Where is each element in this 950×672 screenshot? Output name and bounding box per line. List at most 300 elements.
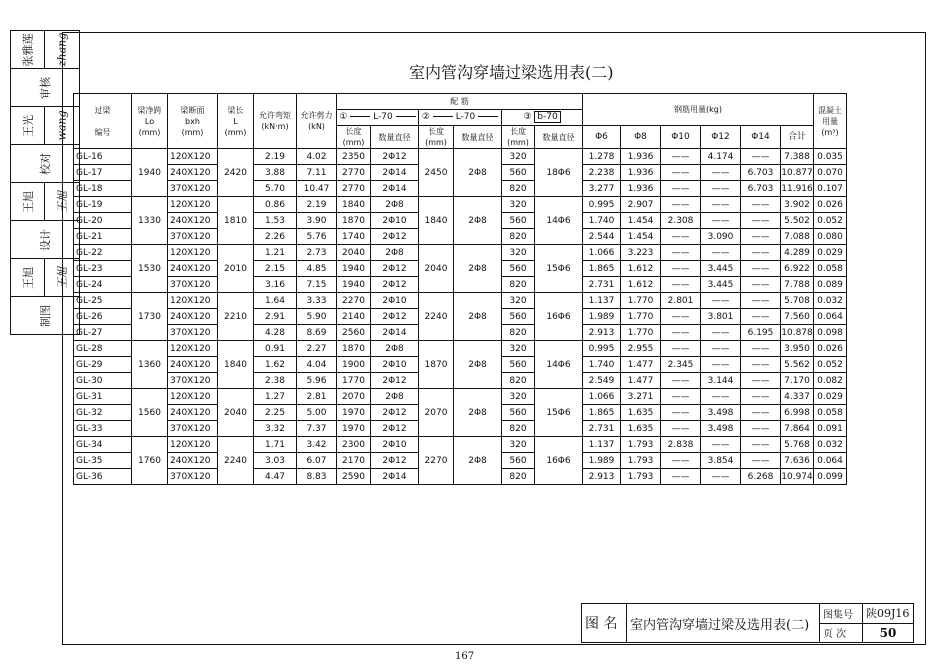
table-cell: 2Φ8 [454, 197, 502, 245]
table-cell: 14Φ6 [535, 341, 583, 389]
table-cell: 1.137 [583, 293, 621, 309]
table-cell: —— [741, 373, 781, 389]
table-cell: —— [701, 245, 741, 261]
table-cell: 1.770 [621, 309, 661, 325]
table-cell: 320 [502, 149, 535, 165]
col-total: 合计 [781, 126, 814, 149]
table-cell: —— [741, 229, 781, 245]
table-cell: 0.032 [814, 293, 847, 309]
table-cell: 3.90 [297, 213, 337, 229]
table-cell: 1560 [132, 389, 168, 437]
table-cell: 370X120 [168, 325, 218, 341]
table-cell: —— [741, 149, 781, 165]
table-cell: 0.089 [814, 277, 847, 293]
rebar-1-header: ① L-70 [337, 110, 419, 126]
table-cell: 2.238 [583, 165, 621, 181]
col-d6: Φ6 [583, 126, 621, 149]
table-cell: 3.223 [621, 245, 661, 261]
table-cell: 2Φ14 [371, 165, 419, 181]
table-cell: 820 [502, 181, 535, 197]
table-cell: 3.277 [583, 181, 621, 197]
sidebar-cell: 张雅莲 [11, 31, 45, 69]
table-cell: 2Φ10 [371, 437, 419, 453]
table-cell: 4.85 [297, 261, 337, 277]
table-cell: —— [701, 181, 741, 197]
table-cell: 3.144 [701, 373, 741, 389]
table-cell: 3.33 [297, 293, 337, 309]
table-cell: 1.740 [583, 357, 621, 373]
table-cell: 0.91 [254, 341, 297, 357]
table-cell: 1810 [218, 197, 254, 245]
table-cell: 1.936 [621, 181, 661, 197]
table-cell: 1760 [132, 437, 168, 485]
table-cell: 2.731 [583, 277, 621, 293]
table-cell: 1870 [419, 341, 454, 389]
table-cell: 320 [502, 245, 535, 261]
table-cell: 370X120 [168, 277, 218, 293]
table-cell: 2040 [419, 245, 454, 293]
table-cell: 2.913 [583, 469, 621, 485]
table-cell: 1940 [337, 261, 371, 277]
table-cell: 2070 [337, 389, 371, 405]
table-cell: 2Φ14 [371, 325, 419, 341]
table-cell: —— [661, 389, 701, 405]
table-cell: 1.770 [621, 325, 661, 341]
table-cell: 2Φ8 [371, 389, 419, 405]
table-cell: GL-35 [74, 453, 132, 469]
table-cell: —— [741, 437, 781, 453]
table-cell: —— [701, 437, 741, 453]
table-cell: —— [661, 149, 701, 165]
table-cell: GL-31 [74, 389, 132, 405]
table-cell: 1.477 [621, 373, 661, 389]
table-cell: 5.76 [297, 229, 337, 245]
col-d14: Φ14 [741, 126, 781, 149]
col-d8: Φ8 [621, 126, 661, 149]
table-cell: 5.96 [297, 373, 337, 389]
table-cell: 11.916 [781, 181, 814, 197]
table-cell: 3.16 [254, 277, 297, 293]
table-cell: GL-19 [74, 197, 132, 213]
table-cell: 0.052 [814, 213, 847, 229]
table-cell: 2Φ8 [454, 245, 502, 293]
table-cell: 2.91 [254, 309, 297, 325]
table-cell: 2300 [337, 437, 371, 453]
table-cell: 2.308 [661, 213, 701, 229]
table-cell: 3.88 [254, 165, 297, 181]
table-cell: 2Φ12 [371, 405, 419, 421]
table-cell: —— [661, 373, 701, 389]
table-cell: 1.612 [621, 277, 661, 293]
col-steel: 钢筋用量(kg) [583, 94, 814, 126]
table-cell: 3.32 [254, 421, 297, 437]
table-cell: 1.278 [583, 149, 621, 165]
table-cell: 10.878 [781, 325, 814, 341]
table-cell: 1.793 [621, 437, 661, 453]
table-cell: —— [741, 309, 781, 325]
rebar-2-dia: 数量直径 [454, 126, 502, 149]
table-cell: 0.064 [814, 453, 847, 469]
table-cell: 2Φ12 [371, 149, 419, 165]
table-cell: 1740 [337, 229, 371, 245]
table-cell: —— [741, 277, 781, 293]
table-cell: 1.137 [583, 437, 621, 453]
sidebar-cell: 设计 [11, 221, 80, 259]
table-cell: 240X120 [168, 405, 218, 421]
table-cell: GL-32 [74, 405, 132, 421]
table-row [74, 389, 847, 405]
rebar-1-dia: 数量直径 [371, 126, 419, 149]
table-cell: GL-18 [74, 181, 132, 197]
table-cell: —— [741, 357, 781, 373]
table-cell: —— [701, 197, 741, 213]
col-section: 梁断面 bxh (mm) [168, 94, 218, 149]
table-cell: 4.47 [254, 469, 297, 485]
table-cell: 0.070 [814, 165, 847, 181]
table-cell: —— [661, 405, 701, 421]
table-cell: 6.703 [741, 181, 781, 197]
table-cell: 120X120 [168, 389, 218, 405]
table-cell: 2Φ10 [371, 357, 419, 373]
table-cell: 6.703 [741, 165, 781, 181]
col-length: 梁长 L (mm) [218, 94, 254, 149]
table-cell: GL-22 [74, 245, 132, 261]
table-cell: 4.289 [781, 245, 814, 261]
sidebar-cell: 王光 [11, 107, 45, 145]
table-cell: 2240 [218, 437, 254, 485]
table-cell: 1840 [218, 341, 254, 389]
page-label: 页 次 [820, 623, 863, 643]
table-cell: GL-36 [74, 469, 132, 485]
table-cell: 560 [502, 357, 535, 373]
table-cell: 1.770 [621, 293, 661, 309]
table-cell: 0.86 [254, 197, 297, 213]
table-cell: 0.058 [814, 261, 847, 277]
table-cell: 2Φ8 [454, 293, 502, 341]
table-cell: 3.950 [781, 341, 814, 357]
table-cell: —— [661, 229, 701, 245]
table-cell: 820 [502, 421, 535, 437]
table-cell: 5.708 [781, 293, 814, 309]
table-cell: 2Φ12 [371, 277, 419, 293]
table-row [74, 245, 847, 261]
table-cell: 8.69 [297, 325, 337, 341]
table-cell: 370X120 [168, 421, 218, 437]
table-cell: —— [661, 261, 701, 277]
table-cell: 1360 [132, 341, 168, 389]
signature: 王旭 [45, 183, 80, 221]
table-cell: 15Φ6 [535, 389, 583, 437]
table-cell: 2.27 [297, 341, 337, 357]
table-cell: GL-27 [74, 325, 132, 341]
table-cell: 560 [502, 213, 535, 229]
table-cell: GL-34 [74, 437, 132, 453]
signature: wang [45, 107, 80, 145]
table-cell: 1.454 [621, 213, 661, 229]
table-cell: 120X120 [168, 149, 218, 165]
table-cell: 3.801 [701, 309, 741, 325]
table-cell: 1870 [337, 213, 371, 229]
table-cell: 2.73 [297, 245, 337, 261]
table-cell: 2590 [337, 469, 371, 485]
table-cell: 16Φ6 [535, 437, 583, 485]
table-cell: 240X120 [168, 453, 218, 469]
table-cell: 2Φ10 [371, 293, 419, 309]
page-title: 室内管沟穿墙过梁选用表(二) [409, 63, 614, 82]
table-cell: 2.801 [661, 293, 701, 309]
table-cell: 320 [502, 341, 535, 357]
table-cell: 1.454 [621, 229, 661, 245]
table-cell: 3.271 [621, 389, 661, 405]
table-cell: —— [701, 357, 741, 373]
table-row [74, 197, 847, 213]
table-cell: 7.864 [781, 421, 814, 437]
col-span: 梁净跨 Lo (mm) [132, 94, 168, 149]
col-beam-id: 过梁 编号 [74, 94, 132, 149]
table-cell: 5.90 [297, 309, 337, 325]
table-cell: —— [661, 245, 701, 261]
table-cell: 2.19 [254, 149, 297, 165]
table-cell: 2Φ8 [371, 341, 419, 357]
table-cell: 0.029 [814, 389, 847, 405]
table-cell: 2210 [218, 293, 254, 341]
table-cell: 2Φ8 [454, 341, 502, 389]
table-cell: 2Φ12 [371, 229, 419, 245]
table-cell: 240X120 [168, 357, 218, 373]
table-cell: 10.47 [297, 181, 337, 197]
table-cell: 820 [502, 277, 535, 293]
table-cell: 240X120 [168, 213, 218, 229]
table-cell: 0.035 [814, 149, 847, 165]
table-cell: 320 [502, 293, 535, 309]
table-cell: 1.066 [583, 245, 621, 261]
table-row [74, 149, 847, 165]
table-cell: 1.62 [254, 357, 297, 373]
table-cell: 0.064 [814, 309, 847, 325]
table-cell: 0.995 [583, 341, 621, 357]
table-cell: —— [701, 293, 741, 309]
table-cell: 2420 [218, 149, 254, 197]
sidebar-cell: 王旭 [11, 259, 45, 297]
table-cell: 6.195 [741, 325, 781, 341]
table-cell: —— [661, 421, 701, 437]
table-cell: 5.502 [781, 213, 814, 229]
table-cell: 1.635 [621, 421, 661, 437]
table-cell: 10.877 [781, 165, 814, 181]
title-block [581, 603, 914, 643]
table-cell: 10.974 [781, 469, 814, 485]
table-cell: 1940 [337, 277, 371, 293]
table-cell: 2.544 [583, 229, 621, 245]
table-cell: 2.81 [297, 389, 337, 405]
table-cell: 370X120 [168, 373, 218, 389]
table-cell: 3.902 [781, 197, 814, 213]
table-cell: —— [741, 261, 781, 277]
table-cell: 2270 [419, 437, 454, 485]
table-cell: 2Φ12 [371, 261, 419, 277]
table-cell: GL-24 [74, 277, 132, 293]
table-cell: —— [741, 213, 781, 229]
table-cell: —— [741, 197, 781, 213]
table-cell: 0.026 [814, 341, 847, 357]
table-cell: —— [661, 277, 701, 293]
table-cell: 320 [502, 389, 535, 405]
title-block-name: 室内管沟穿墙过梁及选用表(二) [627, 604, 820, 643]
table-cell: 5.562 [781, 357, 814, 373]
table-cell: 2Φ14 [371, 181, 419, 197]
signature-sidebar [10, 30, 69, 335]
rebar-3-length: 长度 (mm) [502, 126, 535, 149]
table-cell: 240X120 [168, 261, 218, 277]
table-cell: 120X120 [168, 197, 218, 213]
table-cell: 370X120 [168, 469, 218, 485]
table-cell: 2Φ12 [371, 373, 419, 389]
table-cell: —— [741, 293, 781, 309]
table-cell: GL-23 [74, 261, 132, 277]
table-cell: —— [741, 405, 781, 421]
table-cell: 4.337 [781, 389, 814, 405]
table-cell: 2Φ10 [371, 213, 419, 229]
table-cell: 14Φ6 [535, 197, 583, 245]
table-cell: 2.345 [661, 357, 701, 373]
table-cell: —— [701, 165, 741, 181]
table-cell: GL-16 [74, 149, 132, 165]
signature: 王旭 [45, 259, 80, 297]
table-cell: GL-25 [74, 293, 132, 309]
table-cell: 2070 [419, 389, 454, 437]
rebar-2-length: 长度 (mm) [419, 126, 454, 149]
col-shear: 允许剪力 (kN) [297, 94, 337, 149]
table-cell: 0.080 [814, 229, 847, 245]
table-cell: 1940 [132, 149, 168, 197]
table-cell: 1840 [419, 197, 454, 245]
rebar-1-length: 长度 (mm) [337, 126, 371, 149]
table-cell: 2770 [337, 181, 371, 197]
table-cell: 8.83 [297, 469, 337, 485]
col-moment: 允许弯矩 (kN·m) [254, 94, 297, 149]
table-cell: 240X120 [168, 165, 218, 181]
table-cell: 3.498 [701, 405, 741, 421]
table-cell: 3.03 [254, 453, 297, 469]
table-cell: 1.477 [621, 357, 661, 373]
table-cell: 2Φ14 [371, 469, 419, 485]
table-row [74, 293, 847, 309]
table-cell: 1900 [337, 357, 371, 373]
table-cell: 7.636 [781, 453, 814, 469]
table-cell: 5.00 [297, 405, 337, 421]
table-cell: 1.740 [583, 213, 621, 229]
table-cell: 4.174 [701, 149, 741, 165]
table-cell: 2450 [419, 149, 454, 197]
table-cell: 2560 [337, 325, 371, 341]
col-d12: Φ12 [701, 126, 741, 149]
table-cell: 0.107 [814, 181, 847, 197]
table-cell: —— [701, 469, 741, 485]
table-cell: 0.026 [814, 197, 847, 213]
table-cell: 1.635 [621, 405, 661, 421]
table-cell: 1840 [337, 197, 371, 213]
table-cell: 6.268 [741, 469, 781, 485]
table-cell: 1.612 [621, 261, 661, 277]
table-cell: 2.838 [661, 437, 701, 453]
table-cell: 370X120 [168, 229, 218, 245]
col-concrete: 混凝土 用量 (m³) [814, 94, 847, 149]
table-cell: 1970 [337, 405, 371, 421]
table-cell: 2350 [337, 149, 371, 165]
table-cell: 0.995 [583, 197, 621, 213]
table-cell: —— [701, 213, 741, 229]
table-cell: —— [741, 341, 781, 357]
table-cell: 1770 [337, 373, 371, 389]
table-cell: 1870 [337, 341, 371, 357]
table-cell: —— [661, 165, 701, 181]
table-cell: 2240 [419, 293, 454, 341]
table-cell: —— [661, 197, 701, 213]
table-cell: 1.865 [583, 405, 621, 421]
table-cell: 7.15 [297, 277, 337, 293]
table-cell: 0.082 [814, 373, 847, 389]
table-cell: 3.090 [701, 229, 741, 245]
table-cell: 1330 [132, 197, 168, 245]
table-cell: 2170 [337, 453, 371, 469]
sidebar-cell: 制图 [11, 297, 80, 335]
table-cell: —— [741, 453, 781, 469]
table-cell: 1.53 [254, 213, 297, 229]
table-cell: 120X120 [168, 293, 218, 309]
table-cell: 820 [502, 325, 535, 341]
table-cell: 120X120 [168, 437, 218, 453]
signature: zhang [45, 31, 80, 69]
table-cell: 0.058 [814, 405, 847, 421]
table-cell: 2.38 [254, 373, 297, 389]
table-cell: GL-29 [74, 357, 132, 373]
table-cell: GL-28 [74, 341, 132, 357]
table-cell: 2.26 [254, 229, 297, 245]
sidebar-cell: 王旭 [11, 183, 45, 221]
table-cell: 16Φ6 [535, 293, 583, 341]
table-cell: —— [661, 341, 701, 357]
table-cell: 2040 [337, 245, 371, 261]
table-cell: 1.21 [254, 245, 297, 261]
table-cell: 3.854 [701, 453, 741, 469]
table-cell: 2010 [218, 245, 254, 293]
table-cell: 2Φ12 [371, 453, 419, 469]
table-cell: 0.029 [814, 245, 847, 261]
table-cell: GL-17 [74, 165, 132, 181]
table-cell: 1.64 [254, 293, 297, 309]
table-row [74, 437, 847, 453]
table-cell: 6.998 [781, 405, 814, 421]
rebar-2-header: ② L-70 [419, 110, 502, 126]
table-cell: —— [741, 389, 781, 405]
table-cell: 2Φ8 [454, 389, 502, 437]
table-cell: 2Φ8 [454, 437, 502, 485]
table-cell: —— [661, 469, 701, 485]
table-cell: 1.936 [621, 165, 661, 181]
table-cell: 5.768 [781, 437, 814, 453]
col-rebar: 配 筋 [337, 94, 583, 110]
rebar-3-header: ③ b-70 [502, 110, 583, 126]
table-cell: —— [661, 309, 701, 325]
table-cell: GL-33 [74, 421, 132, 437]
table-cell: —— [701, 389, 741, 405]
atlas-value: 陕09J16 [863, 604, 914, 624]
table-cell: 2.15 [254, 261, 297, 277]
atlas-label: 图集号 [820, 604, 863, 624]
table-cell: 560 [502, 453, 535, 469]
table-cell: 7.11 [297, 165, 337, 181]
page-value: 50 [863, 623, 914, 643]
